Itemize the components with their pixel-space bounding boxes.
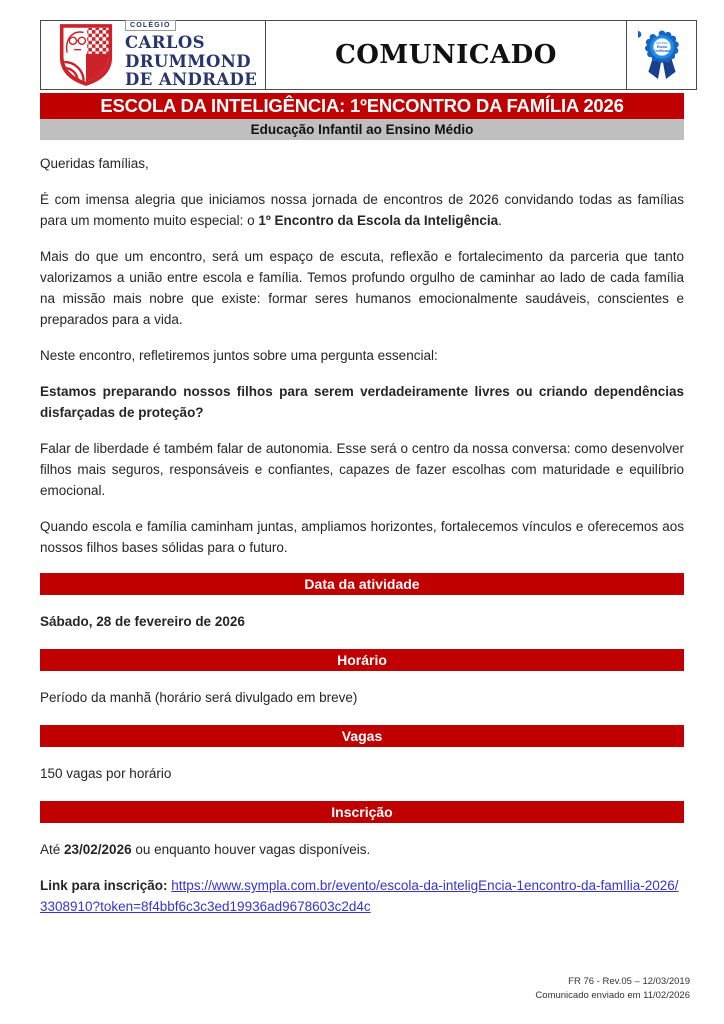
colegio-tag: COLÉGIO [125, 20, 176, 31]
section-header-horario: Horário [40, 649, 684, 671]
deadline-text: ou enquanto houver vagas disponíveis. [131, 842, 371, 857]
section-header-vagas: Vagas [40, 725, 684, 747]
school-name-line: DRUMMOND [125, 51, 251, 71]
header-title-cell [266, 21, 627, 89]
school-crest-icon [55, 23, 117, 87]
deadline-text: Até [40, 842, 65, 857]
paragraph-freedom: Falar de liberdade é também falar de autonomia. Esse será o centro da nossa conversa: como desenvolver filhos mais seguros, responsáveis e confiantes, capazes de fazer escolhas com maturidade e equilíbrio emocional. [40, 441, 684, 498]
badge-text-line: ISO PSC [655, 41, 668, 46]
registration-link[interactable]: https://www.sympla.com.br/evento/escola-da-inteligEncia-1encontro-da-famIlia-2026/3308910?token=8f4bbf6c3c3ed19936ad9678603c2d4c [40, 878, 679, 914]
paragraph-bold-text: 1º Encontro da Escola da Inteligência [258, 213, 499, 228]
paragraph-partnership: Mais do que um encontro, será um espaço de escuta, reflexão e fortalecimento da parceria que tanto valorizamos a união entre escola e família. Temos profundo orgulho de caminhar ao lado de cada família na missão mais nobre que existe: formar seres humanos emocionalmente saudáveis, conscientes e preparados para a vida. [40, 249, 684, 327]
school-name-line: CARLOS [125, 33, 205, 53]
deadline-date: 23/02/2026 [64, 842, 132, 857]
document-footer [535, 975, 690, 1002]
document-title-banner: ESCOLA DA INTELIGÊNCIA: 1ºENCONTRO DA FAMÍLIA 2026 [40, 93, 684, 119]
school-name-line: DE ANDRADE [125, 70, 258, 90]
page-title: COMUNICADO [335, 40, 557, 70]
footer-revision: FR 76 - Rev.05 – 12/03/2019 [568, 976, 690, 988]
event-capacity: 150 vagas por horário [40, 766, 172, 781]
paragraph-intro [40, 189, 684, 231]
registration-deadline [40, 839, 684, 860]
paragraph-text: É com imensa alegria que iniciamos nossa jornada de encontros de 2026 convidando todas as famílias para um momento muito especial: o [40, 192, 684, 228]
footer-sent-date: Comunicado enviado em 11/02/2026 [535, 989, 690, 1001]
section-header-data: Data da atividade [40, 573, 684, 595]
badge-text-line: Certificada [653, 49, 670, 54]
paragraph-question-intro: Neste encontro, refletiremos juntos sobre uma pergunta essencial: [40, 348, 438, 363]
registration-link-line [40, 875, 684, 917]
school-logo-text [125, 20, 257, 89]
document-body [40, 140, 684, 932]
header [40, 20, 697, 90]
event-time: Período da manhã (horário será divulgado em breve) [40, 690, 358, 705]
certification-badge-icon [638, 26, 686, 84]
greeting: Queridas famílias, [40, 156, 149, 171]
paragraph-together: Quando escola e família caminham juntas, ampliamos horizontes, fortalecemos vínculos e oferecemos aos nossos filhos bases sólidas para o futuro. [40, 519, 684, 555]
document-subtitle-banner: Educação Infantil ao Ensino Médio [40, 119, 684, 140]
section-header-inscricao: Inscrição [40, 801, 684, 823]
school-logo [41, 21, 266, 89]
paragraph-text: . [498, 213, 502, 228]
paragraph-key-question: Estamos preparando nossos filhos para serem verdadeiramente livres ou criando dependências disfarçadas de proteção? [40, 384, 684, 420]
certification-badge [627, 21, 696, 89]
registration-link-label: Link para inscrição: [40, 878, 172, 893]
badge-text-line: Escola [656, 45, 667, 50]
event-date: Sábado, 28 de fevereiro de 2026 [40, 614, 245, 629]
